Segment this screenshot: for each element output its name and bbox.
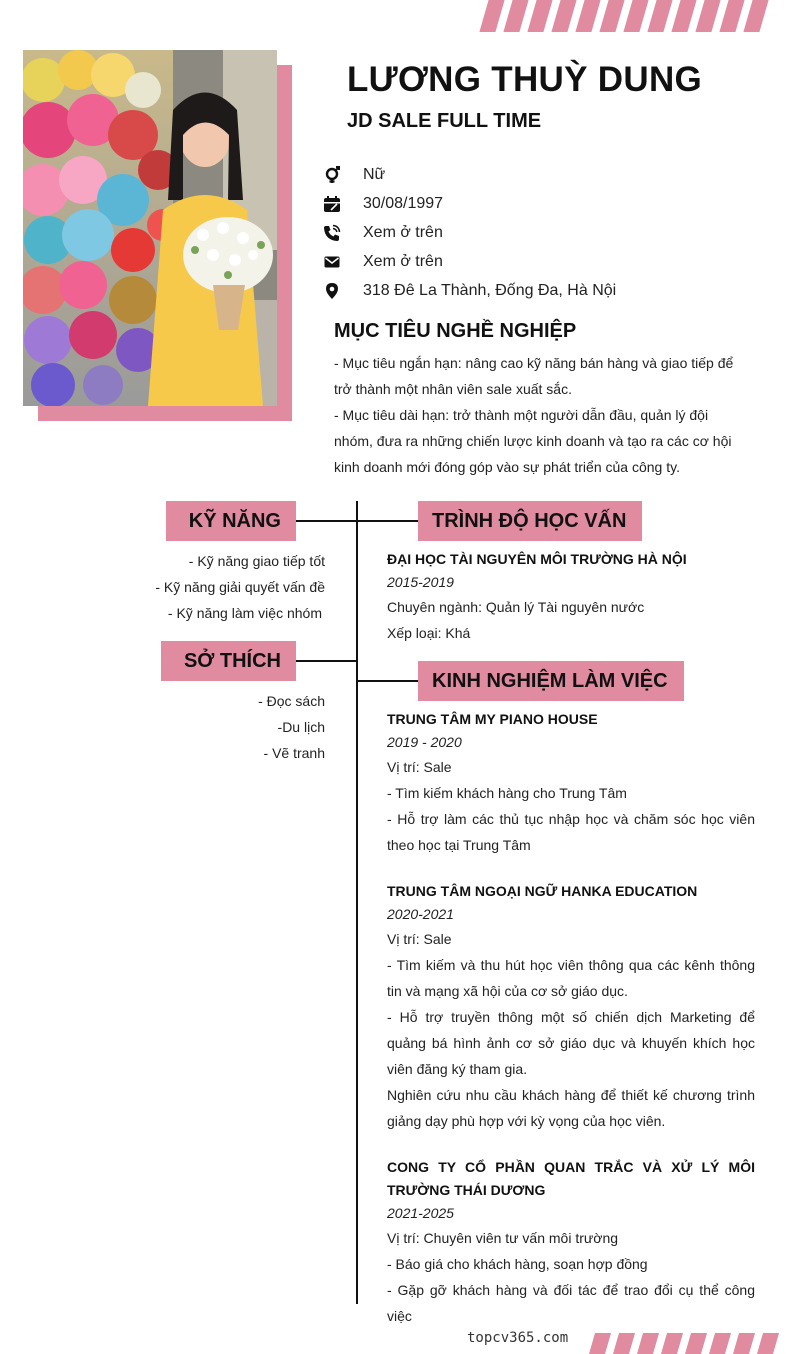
profile-photo bbox=[23, 50, 277, 406]
hobby-item: - Đọc sách bbox=[258, 693, 325, 709]
job-line: Nghiên cứu nhu cầu khách hàng để thiết kế chương trình giảng dạy phù hợp với kỳ vọng của học viên. bbox=[387, 1087, 755, 1129]
calendar-icon bbox=[322, 194, 342, 214]
experience-section bbox=[387, 708, 755, 1351]
hobby-item: -Du lịch bbox=[277, 719, 325, 735]
job-line: - Hỗ trợ truyền thông một số chiến dịch Marketing để quảng bá hình ảnh cơ sở giáo dục và khuyến khích học viên đăng ký tham gia. bbox=[387, 1009, 755, 1077]
top-stripes-decoration bbox=[484, 0, 764, 32]
job-entry bbox=[387, 880, 755, 1134]
job-entry bbox=[387, 1156, 755, 1329]
job-period: 2020-2021 bbox=[387, 906, 454, 922]
objective-long-term: - Mục tiêu dài hạn: trở thành một người dẫn đầu, quản lý đội nhóm, đưa ra những chiến lược kinh doanh và tạo ra các cơ hội kinh doanh mới đóng góp vào sự phát triển của công ty. bbox=[334, 407, 732, 475]
skill-item: - Kỹ năng giao tiếp tốt bbox=[188, 553, 325, 569]
footer-url: topcv365.com bbox=[467, 1330, 569, 1346]
job-line: Vị trí: Sale bbox=[387, 931, 452, 947]
email-value: Xem ở trên bbox=[363, 252, 443, 270]
job-line: - Hỗ trợ làm các thủ tục nhập học và chăm sóc học viên theo học tại Trung Tâm bbox=[387, 811, 755, 853]
education-heading-text: TRÌNH ĐỘ HỌC VẤN bbox=[432, 509, 627, 532]
gender-icon bbox=[322, 165, 342, 185]
birthday-value: 30/08/1997 bbox=[363, 194, 444, 212]
skills-heading bbox=[166, 501, 296, 541]
job-org: TRUNG TÂM MY PIANO HOUSE bbox=[387, 711, 598, 727]
hobbies-heading-text: SỞ THÍCH bbox=[183, 649, 281, 672]
job-title: JD SALE FULL TIME bbox=[347, 110, 542, 132]
job-line: Vị trí: Chuyên viên tư vấn môi trường bbox=[387, 1230, 619, 1246]
phone-value: Xem ở trên bbox=[363, 223, 443, 241]
candidate-name: LƯƠNG THUỲ DUNG bbox=[347, 60, 703, 99]
info-row-email bbox=[322, 247, 616, 276]
hobbies-heading bbox=[161, 641, 296, 681]
skill-item: - Kỹ năng giải quyết vấn đề bbox=[155, 579, 325, 595]
info-row-gender bbox=[322, 160, 616, 189]
hobby-item: - Vẽ tranh bbox=[263, 745, 325, 761]
education-heading bbox=[418, 501, 642, 541]
job-org: TRUNG TÂM NGOẠI NGỮ HANKA EDUCATION bbox=[387, 883, 698, 899]
address-value: 318 Đê La Thành, Đống Đa, Hà Nội bbox=[363, 281, 617, 299]
gender-value: Nữ bbox=[363, 165, 386, 183]
hobbies-list bbox=[258, 688, 325, 766]
objective-text bbox=[334, 350, 734, 480]
education-period: 2015-2019 bbox=[387, 574, 454, 590]
timeline-vertical-line bbox=[356, 501, 358, 1304]
connector-experience bbox=[357, 680, 418, 682]
objective-short-term: - Mục tiêu ngắn hạn: nâng cao kỹ năng bán hàng và giao tiếp để trở thành một nhân viên sale xuất sắc. bbox=[334, 355, 734, 397]
email-icon bbox=[322, 252, 342, 272]
job-entry bbox=[387, 708, 755, 858]
job-line: - Tìm kiếm và thu hút học viên thông qua các kênh thông tin và mạng xã hội của cơ sở giáo dục. bbox=[387, 957, 755, 999]
job-line: - Báo giá cho khách hàng, soạn hợp đồng bbox=[387, 1256, 648, 1272]
education-major: Chuyên ngành: Quản lý Tài nguyên nước bbox=[387, 599, 645, 615]
job-period: 2019 - 2020 bbox=[387, 734, 462, 750]
education-section bbox=[387, 548, 755, 646]
job-line: - Tìm kiếm khách hàng cho Trung Tâm bbox=[387, 785, 627, 801]
job-period: 2021-2025 bbox=[387, 1205, 454, 1221]
job-org: CONG TY CỔ PHẦN QUAN TRẮC VÀ XỬ LÝ MÔI TRƯỜNG THÁI DƯƠNG bbox=[387, 1159, 755, 1198]
info-row-phone bbox=[322, 218, 616, 247]
personal-info-list bbox=[322, 160, 616, 305]
job-line: Vị trí: Sale bbox=[387, 759, 452, 775]
job-line: - Gặp gỡ khách hàng và đối tác để trao đổi cụ thể công việc bbox=[387, 1282, 755, 1324]
info-row-birthday bbox=[322, 189, 616, 218]
school-name: ĐẠI HỌC TÀI NGUYÊN MÔI TRƯỜNG HÀ NỘI bbox=[387, 551, 687, 567]
connector-education bbox=[357, 520, 418, 522]
skills-list bbox=[155, 548, 325, 626]
skill-item: - Kỹ năng làm việc nhóm bbox=[167, 605, 322, 621]
experience-heading-text: KINH NGHIỆM LÀM VIỆC bbox=[432, 669, 668, 692]
skills-heading-text: KỸ NĂNG bbox=[188, 509, 281, 532]
phone-icon bbox=[322, 223, 342, 243]
education-grade: Xếp loại: Khá bbox=[387, 625, 471, 641]
connector-hobbies bbox=[296, 660, 357, 662]
info-row-address bbox=[322, 276, 616, 305]
connector-skills bbox=[296, 520, 357, 522]
experience-heading bbox=[418, 661, 684, 701]
location-icon bbox=[322, 281, 342, 301]
objective-title: MỤC TIÊU NGHỀ NGHIỆP bbox=[334, 320, 577, 342]
